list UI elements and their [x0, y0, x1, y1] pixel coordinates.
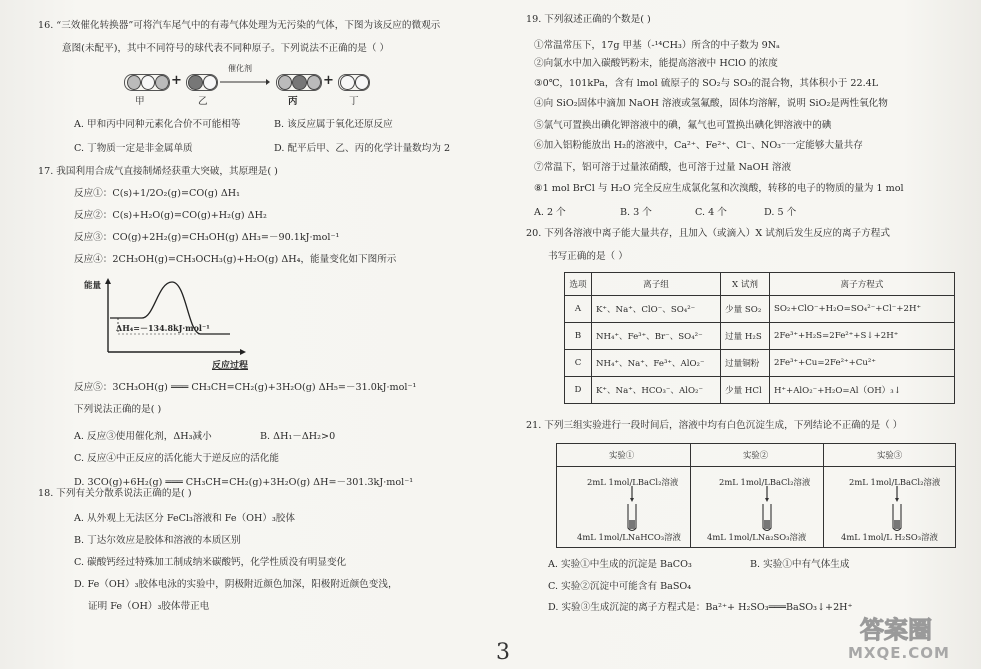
- q18-stem: 18. 下列有关分散系说法正确的是( ): [38, 488, 192, 499]
- q16-stem-line2: 意图(未配平)，其中不同符号的球代表不同种原子。下列说法不正确的是（ ）: [62, 43, 390, 54]
- q19-statement-6: ⑥加入铝粉能放出 H₂的溶液中，Ca²⁺、Fe²⁺、Cl⁻、NO₃⁻一定能够大量共存: [534, 140, 863, 151]
- svg-text:MXQE.COM: MXQE.COM: [848, 644, 950, 662]
- experiment-1-bottom-reagent: 4mL 1mol/LNaHCO₃溶液: [577, 532, 681, 542]
- q18-option-c: C. 碳酸钙经过特殊加工制成纳米碳酸钙，化学性质没有明显变化: [74, 557, 347, 568]
- q21-option-b: B. 实验①中有气体生成: [750, 559, 850, 570]
- q19-statement-3: ③0℃，101kPa，含有 lmol 硫原子的 SO₂与 SO₃的混合物，其体积小于 22.4L: [534, 78, 879, 89]
- row-ion-group: K⁺、Na⁺、HCO₃⁻、AlO₂⁻: [592, 377, 721, 404]
- q18-option-a: A. 从外观上无法区分 FeCl₃溶液和 Fe（OH）₃胶体: [74, 513, 295, 524]
- q17-stem: 17. 我国利用合成气直接制烯烃获重大突破，其原理是( ): [38, 166, 278, 177]
- q19-statement-4: ④向 SiO₂固体中滴加 NaOH 溶液或氢氟酸，固体均溶解，说明 SiO₂是两性氧化物: [534, 98, 888, 109]
- q19-option-c: C. 4 个: [695, 207, 727, 218]
- table-row: [565, 350, 955, 377]
- q17-reaction-4: 反应④：2CH₃OH(g)=CH₃OCH₃(g)+H₂O(g) ΔH₄，能量变化如下图所示: [74, 254, 397, 265]
- header-equation: 离子方程式: [770, 273, 955, 296]
- q17-reaction-1: 反应①：C(s)+1/2O₂(g)=CO(g) ΔH₁: [74, 188, 241, 199]
- row-option: D: [565, 377, 592, 404]
- reaction-arrow: [220, 78, 270, 86]
- experiment-3-header: 实验③: [877, 450, 903, 460]
- table-row: [565, 377, 955, 404]
- table-row: [565, 323, 955, 350]
- q16-option-a: A. 甲和丙中同种元素化合价不可能相等: [74, 119, 241, 130]
- experiment-1-header: 实验①: [609, 450, 635, 460]
- test-tube-icon: [890, 486, 904, 534]
- label-jia: 甲: [135, 96, 145, 107]
- header-option: 选项: [565, 273, 592, 296]
- q18-option-d-line2: 证明 Fe（OH）₃胶体带正电: [88, 601, 210, 612]
- molecule-yi: [186, 74, 218, 91]
- watermark-logo: [838, 612, 968, 662]
- q16-option-b: B. 该反应属于氧化还原反应: [274, 119, 393, 130]
- svg-text:答案圈: 答案圈: [860, 616, 932, 644]
- row-equation: 2Fe³⁺+Cu=2Fe²⁺+Cu²⁺: [770, 350, 955, 377]
- header-ion-group: 离子组: [592, 273, 721, 296]
- page-number: 3: [496, 640, 510, 665]
- q17-reaction-5: 反应⑤：3CH₃OH(g) ═══ CH₃CH=CH₂(g)+3H₂O(g) ΔH₅=－31.0kJ·mol⁻¹: [74, 382, 417, 393]
- row-option: A: [565, 296, 592, 323]
- row-reagent: 过量 H₂S: [721, 323, 770, 350]
- q17-option-d: D. 3CO(g)+6H₂(g) ═══ CH₃CH=CH₂(g)+3H₂O(g) ΔH=－301.3kJ·mol⁻¹: [74, 477, 414, 488]
- molecule-bing: [276, 74, 322, 91]
- q18-option-b: B. 丁达尔效应是胶体和溶液的本质区别: [74, 535, 241, 546]
- q19-statement-7: ⑦常温下，铝可溶于过量浓硝酸，也可溶于过量 NaOH 溶液: [534, 162, 792, 173]
- plus-sign-1: +: [171, 73, 182, 88]
- plus-sign-2: +: [323, 73, 334, 88]
- experiment-2-header: 实验②: [743, 450, 769, 460]
- q21-option-d: D. 实验③生成沉淀的离子方程式是：Ba²⁺+ H₂SO₃═══BaSO₃↓+2H⁺: [548, 602, 853, 613]
- q19-option-b: B. 3 个: [620, 207, 652, 218]
- header-reagent: X 试剂: [721, 273, 770, 296]
- label-ding: 丁: [349, 96, 359, 107]
- row-equation: H⁺+AlO₂⁻+H₂O=Al（OH）₃↓: [770, 377, 955, 404]
- q17-reaction-2: 反应②：C(s)+H₂O(g)=CO(g)+H₂(g) ΔH₂: [74, 210, 267, 221]
- row-ion-group: NH₄⁺、Na⁺、Fe³⁺、AlO₂⁻: [592, 350, 721, 377]
- experiment-3-top-reagent: 2mL 1mol/LBaCl₂溶液: [849, 477, 941, 487]
- test-tube-icon: [625, 486, 639, 534]
- q19-statement-2: ②向氯水中加入碳酸钙粉末，能提高溶液中 HClO 的浓度: [534, 58, 778, 69]
- label-bing: 丙: [288, 96, 298, 107]
- q21-option-c: C. 实验②沉淀中可能含有 BaSO₄: [548, 581, 692, 592]
- row-option: C: [565, 350, 592, 377]
- q17-option-c: C. 反应④中正反应的活化能大于逆反应的活化能: [74, 453, 279, 464]
- molecule-ding: [338, 74, 370, 91]
- graph-x-label: 反应过程: [212, 361, 249, 371]
- q21-experiment-table: [556, 443, 956, 548]
- q17-reaction-3: 反应③：CO(g)+2H₂(g)=CH₃OH(g) ΔH₃=－90.1kJ·mol⁻¹: [74, 232, 340, 243]
- q19-stem: 19. 下列叙述正确的个数是( ): [526, 14, 651, 25]
- q16-option-c: C. 丁物质一定是非金属单质: [74, 143, 193, 154]
- q17-ask: 下列说法正确的是( ): [74, 404, 162, 415]
- graph-y-label: 能量: [84, 281, 102, 291]
- row-reagent: 少量 HCl: [721, 377, 770, 404]
- row-reagent: 少量 SO₂: [721, 296, 770, 323]
- q16-option-d: D. 配平后甲、乙、丙的化学计量数均为 2: [274, 143, 451, 154]
- row-option: B: [565, 323, 592, 350]
- q17-option-a: A. 反应③使用催化剂，ΔH₃减小: [74, 431, 212, 442]
- table-header-row: [565, 273, 955, 296]
- q20-stem-line2: 书写正确的是（ ）: [548, 251, 628, 262]
- q21-option-a: A. 实验①中生成的沉淀是 BaCO₃: [548, 559, 692, 570]
- label-yi: 乙: [198, 96, 208, 107]
- catalyst-label: 催化剂: [228, 64, 252, 73]
- q16-stem-line1: 16. “三效催化转换器”可将汽车尾气中的有毒气体处理为无污染的气体，下图为该反应的微观示: [38, 20, 441, 31]
- q19-option-d: D. 5 个: [764, 207, 797, 218]
- row-reagent: 过量铜粉: [721, 350, 770, 377]
- row-ion-group: NH₄⁺、Fe³⁺、Br⁻、SO₄²⁻: [592, 323, 721, 350]
- graph-delta-h-label: ΔH₄=－134.8kJ·mol⁻¹: [116, 323, 210, 333]
- row-ion-group: K⁺、Na⁺、ClO⁻、SO₄²⁻: [592, 296, 721, 323]
- q19-statement-5: ⑤氯气可置换出碘化钾溶液中的碘，氟气也可置换出碘化钾溶液中的碘: [534, 120, 832, 131]
- q19-statement-8: ⑧1 mol BrCl 与 H₂O 完全反应生成氯化氢和次溴酸，转移的电子的物质的量为 1 mol: [534, 183, 904, 194]
- experiment-2-top-reagent: 2mL 1mol/LBaCl₂溶液: [719, 477, 811, 487]
- q20-stem-line1: 20. 下列各溶液中离子能大量共存，且加入（或滴入）X 试剂后发生反应的离子方程式: [526, 228, 890, 239]
- molecule-jia: [124, 74, 170, 91]
- q17-option-b: B. ΔH₁－ΔH₂>0: [260, 431, 336, 442]
- row-equation: 2Fe³⁺+H₂S=2Fe²⁺+S↓+2H⁺: [770, 323, 955, 350]
- experiment-1-top-reagent: 2mL 1mol/LBaCl₂溶液: [587, 477, 679, 487]
- test-tube-icon: [760, 486, 774, 534]
- row-equation: SO₂+ClO⁻+H₂O=SO₄²⁻+Cl⁻+2H⁺: [770, 296, 955, 323]
- experiment-2-bottom-reagent: 4mL 1mol/LNa₂SO₃溶液: [707, 532, 807, 542]
- table-row: [565, 296, 955, 323]
- experiment-3-bottom-reagent: 4mL 1mol/L H₂SO₃溶液: [841, 532, 938, 542]
- q21-stem: 21. 下列三组实验进行一段时间后，溶液中均有白色沉淀生成，下列结论不正确的是（ ）: [526, 420, 903, 431]
- q19-statement-1: ①常温常压下，17g 甲基（-¹⁴CH₃）所含的中子数为 9Nₐ: [534, 40, 780, 51]
- q19-option-a: A. 2 个: [534, 207, 566, 218]
- q18-option-d-line1: D. Fe（OH）₃胶体电泳的实验中，阴极附近颜色加深，阳极附近颜色变浅，: [74, 579, 398, 590]
- q20-table: [564, 272, 955, 404]
